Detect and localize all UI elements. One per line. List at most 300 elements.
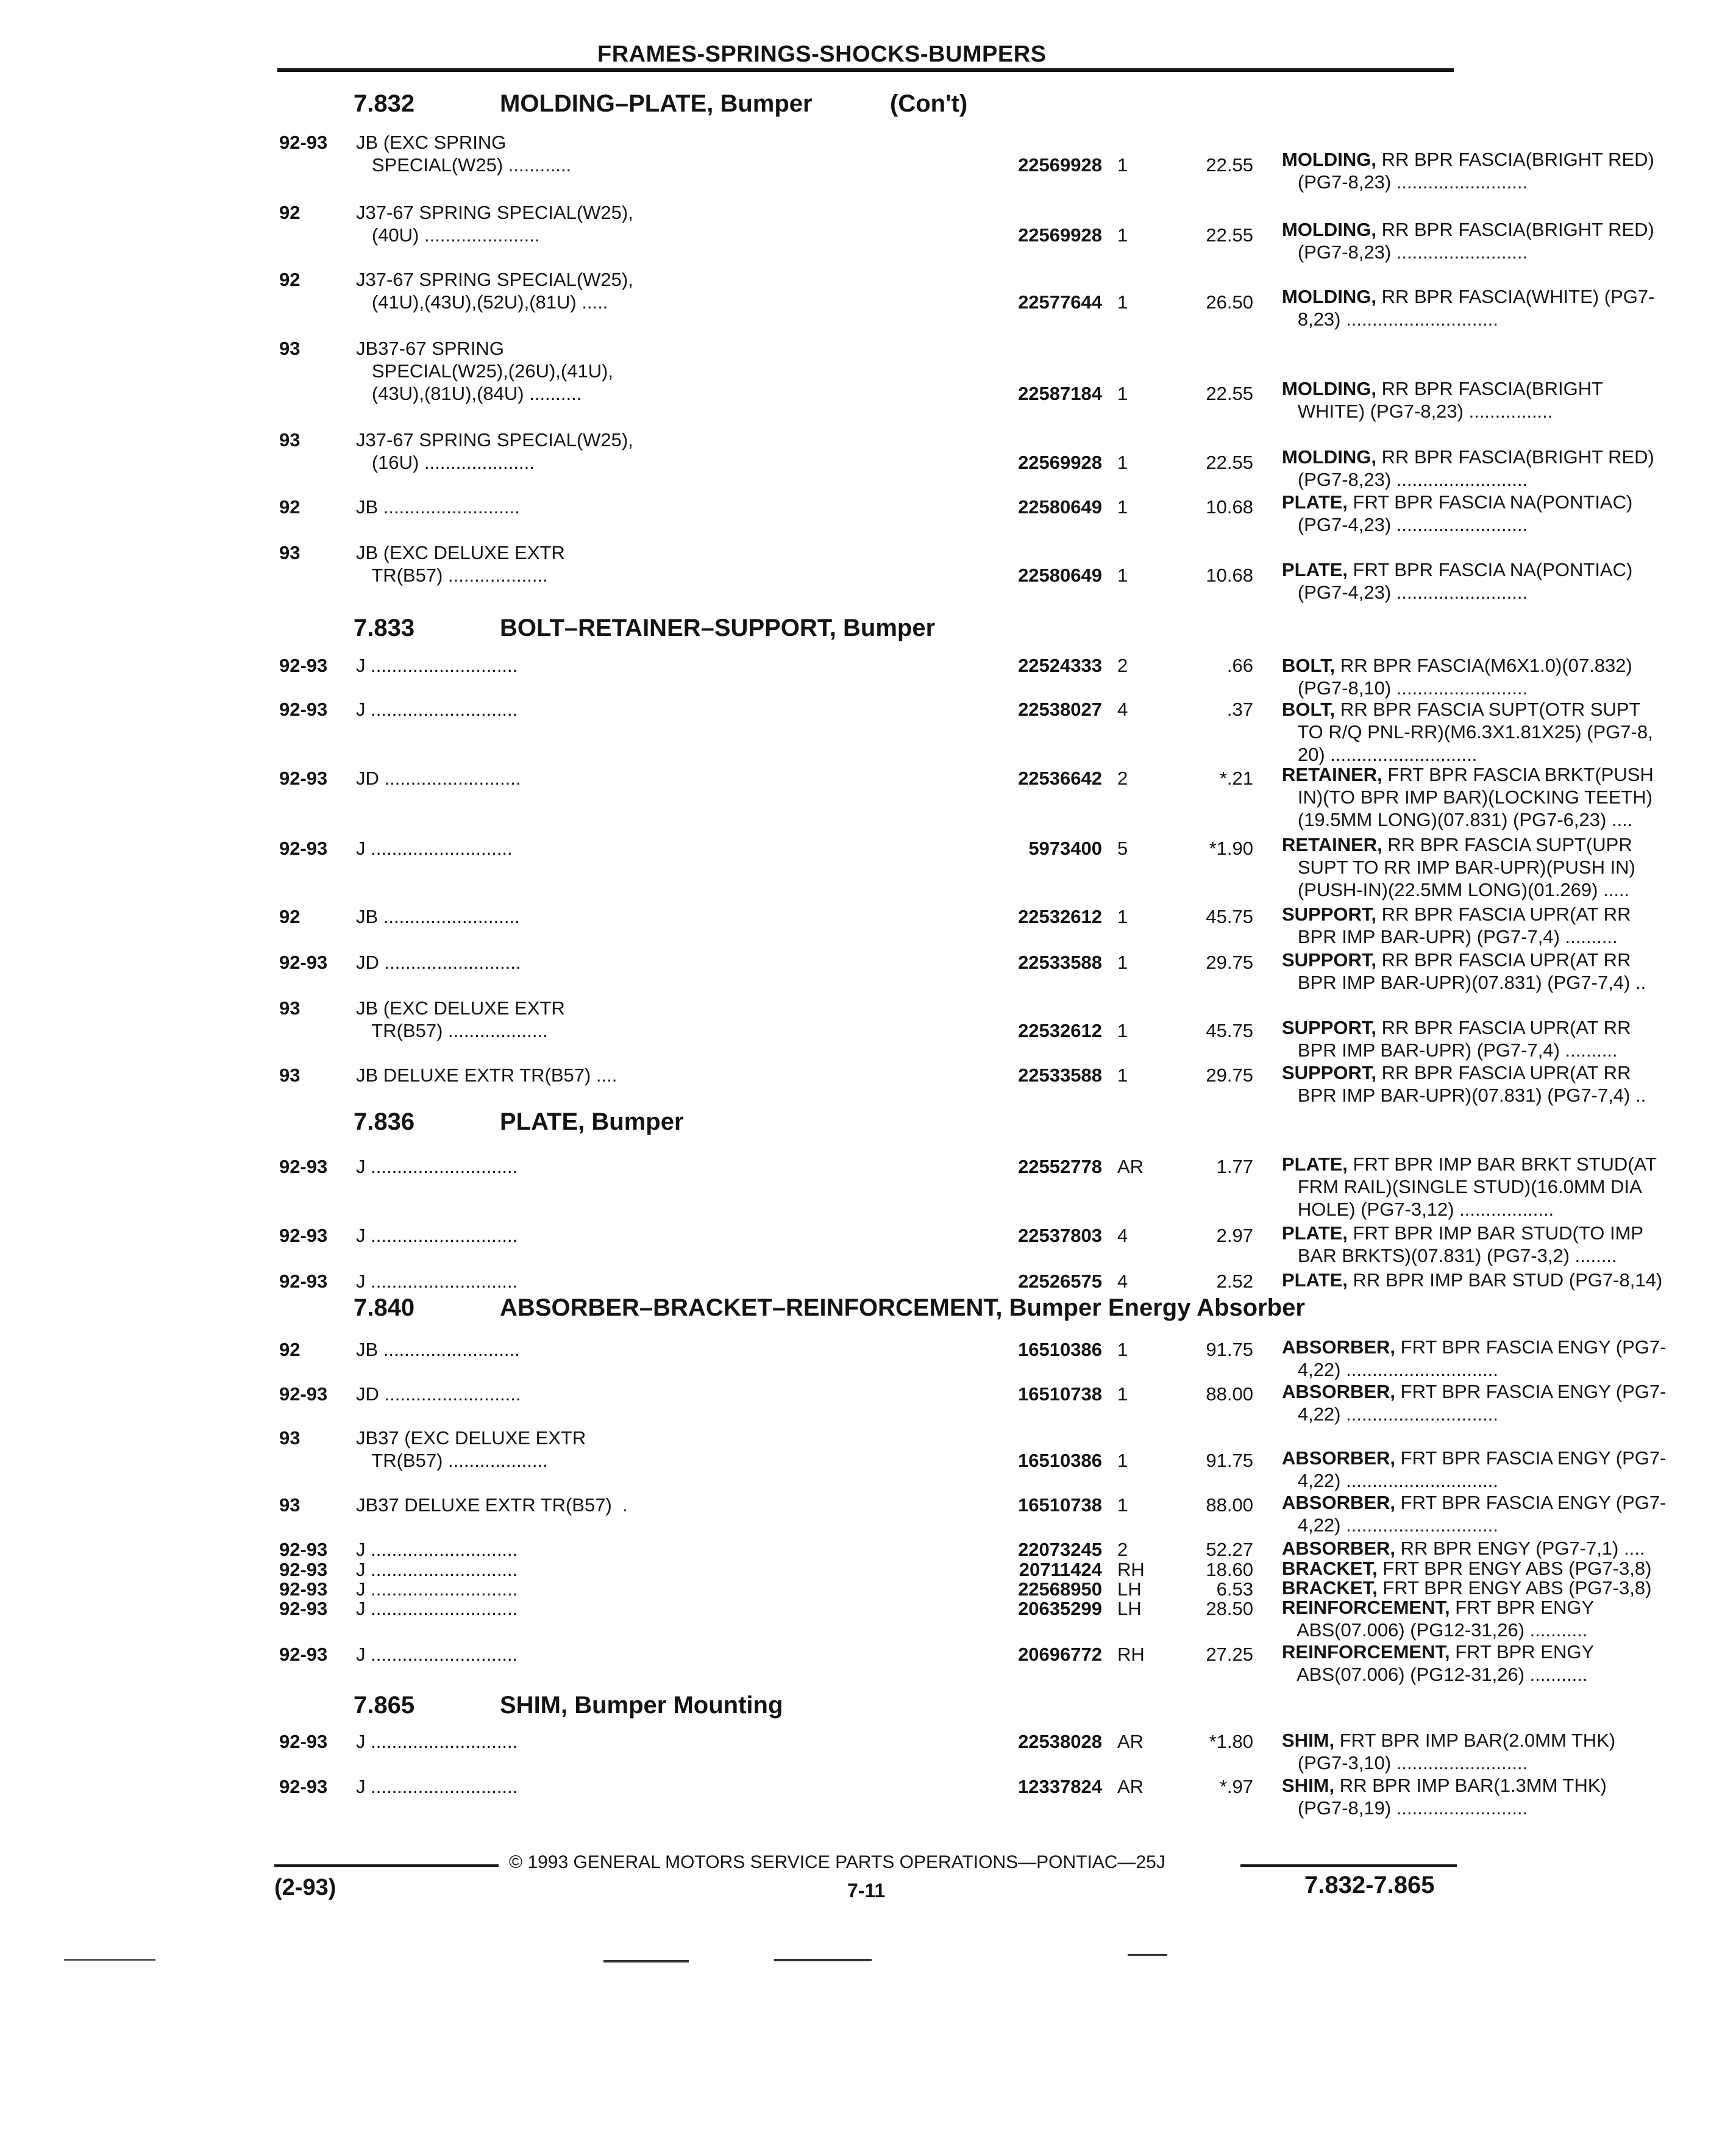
part-number: 22538027 xyxy=(1018,699,1102,720)
description-line: BPR IMP BAR-UPR) (PG7-7,4) .......... xyxy=(1282,1039,1618,1061)
quantity: 1 xyxy=(1117,1339,1128,1360)
part-number: 16510386 xyxy=(1018,1339,1102,1360)
description-line: BPR IMP BAR-UPR)(07.831) (PG7-7,4) .. xyxy=(1282,972,1646,993)
price: 22.55 xyxy=(1206,224,1253,246)
model-year: 93 xyxy=(279,997,301,1019)
section-number: 7.865 xyxy=(354,1692,415,1719)
part-description xyxy=(1282,446,1736,491)
description-line: BPR IMP BAR-UPR) (PG7-7,4) .......... xyxy=(1282,926,1618,947)
part-description xyxy=(1282,1061,1736,1107)
price: 2.97 xyxy=(1216,1225,1253,1246)
quantity: 5 xyxy=(1117,838,1128,859)
part-name: SHIM, xyxy=(1282,1775,1335,1796)
description-line: RR BPR FASCIA UPR(AT RR xyxy=(1376,949,1631,971)
price: *1.80 xyxy=(1209,1731,1253,1752)
model-year: 93 xyxy=(279,1064,301,1086)
part-description xyxy=(1282,949,1736,994)
copyright-notice: © 1993 GENERAL MOTORS SERVICE PARTS OPERATIONS—PONTIAC—25J xyxy=(509,1852,1165,1872)
description-line: (PUSH-IN)(22.5MM LONG)(01.269) ..... xyxy=(1282,879,1630,900)
model-applicability xyxy=(356,1597,966,1620)
description-line: 4,22) ............................. xyxy=(1282,1403,1498,1425)
description-line: (PG7-8,23) ......................... xyxy=(1282,171,1528,193)
description-line: WHITE) (PG7-8,23) ................ xyxy=(1282,401,1553,422)
section-heading-7-865 xyxy=(354,1692,783,1719)
model-line: JB .......................... xyxy=(356,906,520,927)
model-line: J ............................ xyxy=(356,1644,518,1665)
section-title: BOLT–RETAINER–SUPPORT, Bumper xyxy=(500,615,936,641)
part-name: BRACKET, xyxy=(1282,1577,1378,1599)
quantity: 1 xyxy=(1117,1020,1128,1041)
quantity: 1 xyxy=(1117,1494,1128,1516)
part-name: SUPPORT, xyxy=(1282,904,1377,925)
price: .66 xyxy=(1226,655,1253,676)
model-line: J ............................ xyxy=(356,1598,518,1619)
part-number: 22587184 xyxy=(1018,383,1102,404)
section-heading-7-833 xyxy=(354,615,935,642)
part-name: ABSORBER, xyxy=(1282,1447,1396,1469)
model-year: 92-93 xyxy=(279,838,328,859)
description-line: (PG7-8,10) ......................... xyxy=(1282,677,1528,699)
quantity: 1 xyxy=(1117,565,1128,586)
price: 45.75 xyxy=(1206,906,1253,927)
price: 27.25 xyxy=(1206,1644,1253,1665)
part-number: 16510738 xyxy=(1018,1494,1102,1516)
part-name: PLATE, xyxy=(1282,1269,1348,1291)
part-number: 22577644 xyxy=(1018,291,1102,313)
description-line: 20) ............................ xyxy=(1282,744,1478,765)
model-applicability xyxy=(356,1383,966,1405)
quantity: 4 xyxy=(1117,1271,1128,1292)
part-number: 20711424 xyxy=(1019,1559,1102,1580)
section-title: MOLDING–PLATE, Bumper xyxy=(500,90,813,117)
part-number: 22537803 xyxy=(1018,1225,1102,1246)
part-number: 22569928 xyxy=(1018,154,1102,176)
part-name: ABSORBER, xyxy=(1282,1336,1396,1358)
section-number: 7.840 xyxy=(354,1294,415,1321)
part-description xyxy=(1282,1447,1736,1492)
section-number: 7.836 xyxy=(354,1108,415,1135)
description-line: ABS(07.006) (PG12-31,26) ........... xyxy=(1282,1619,1588,1641)
model-applicability xyxy=(356,951,966,974)
model-year: 93 xyxy=(279,429,301,451)
model-applicability xyxy=(356,1064,966,1086)
description-line: FRT BPR ENGY ABS (PG7-3,8) xyxy=(1377,1577,1652,1599)
price: 88.00 xyxy=(1206,1383,1253,1405)
model-year: 92-93 xyxy=(279,1731,328,1752)
description-line: RR BPR FASCIA(M6X1.0)(07.832) xyxy=(1335,655,1632,676)
model-year: 92 xyxy=(279,1339,301,1360)
description-line: FRT BPR FASCIA ENGY (PG7- xyxy=(1395,1336,1667,1358)
description-line: RR BPR FASCIA UPR(AT RR xyxy=(1376,1062,1631,1083)
description-line: RR BPR FASCIA(BRIGHT RED) xyxy=(1376,219,1654,240)
model-line: JD .......................... xyxy=(356,952,521,973)
part-description xyxy=(1282,558,1736,604)
part-number: 12337824 xyxy=(1018,1776,1102,1797)
model-applicability xyxy=(356,1775,966,1798)
model-year: 93 xyxy=(279,542,301,563)
model-line: JD .......................... xyxy=(356,768,521,789)
part-number: 22569928 xyxy=(1018,452,1102,473)
quantity: 1 xyxy=(1117,224,1128,246)
model-year: 92-93 xyxy=(279,1225,328,1246)
part-description xyxy=(1282,1153,1736,1221)
model-applicability xyxy=(356,496,966,518)
part-number: 22073245 xyxy=(1018,1539,1102,1560)
description-line: RR BPR FASCIA(BRIGHT RED) xyxy=(1376,446,1654,468)
description-line: FRT BPR FASCIA ENGY (PG7- xyxy=(1395,1492,1667,1513)
part-name: RETAINER, xyxy=(1282,764,1382,785)
part-number: 20635299 xyxy=(1018,1598,1102,1619)
quantity: LH xyxy=(1117,1598,1142,1619)
part-description xyxy=(1282,1641,1736,1686)
model-line: (41U),(43U),(52U),(81U) ..... xyxy=(356,291,608,313)
price: 18.60 xyxy=(1206,1559,1253,1580)
model-year: 92-93 xyxy=(279,1776,328,1797)
part-name: REINFORCEMENT, xyxy=(1282,1641,1450,1663)
part-number: 22526575 xyxy=(1018,1271,1102,1292)
model-line: (16U) ..................... xyxy=(356,452,535,473)
model-applicability xyxy=(356,767,966,790)
model-applicability xyxy=(356,1730,966,1753)
description-line: IN)(TO BPR IMP BAR)(LOCKING TEETH) xyxy=(1282,786,1653,808)
section-title: ABSORBER–BRACKET–REINFORCEMENT, Bumper Energy Absorber xyxy=(500,1294,1305,1321)
model-applicability xyxy=(356,837,966,860)
model-line: J37-67 SPRING SPECIAL(W25), xyxy=(356,429,633,451)
model-applicability xyxy=(356,201,966,246)
price: 26.50 xyxy=(1206,291,1253,313)
model-applicability xyxy=(356,1338,966,1361)
price: 52.27 xyxy=(1206,1539,1253,1560)
model-applicability xyxy=(356,1427,966,1472)
part-description xyxy=(1282,1222,1736,1267)
part-name: SUPPORT, xyxy=(1282,949,1377,971)
part-number: 22532612 xyxy=(1018,906,1102,927)
description-line: 8,23) ............................. xyxy=(1282,308,1498,330)
quantity: AR xyxy=(1117,1156,1144,1177)
quantity: 2 xyxy=(1117,768,1128,789)
model-line: J ............................ xyxy=(356,1539,518,1560)
model-line: TR(B57) ................... xyxy=(356,1450,548,1471)
quantity: AR xyxy=(1117,1776,1144,1797)
model-applicability xyxy=(356,905,966,928)
footer-rule-right xyxy=(1240,1864,1457,1867)
price: *.21 xyxy=(1219,768,1253,789)
price: 22.55 xyxy=(1206,154,1253,176)
model-line: J ............................ xyxy=(356,1156,518,1177)
section-range: 7.832-7.865 xyxy=(1304,1872,1435,1898)
part-description xyxy=(1282,1774,1736,1819)
quantity: 1 xyxy=(1117,906,1128,927)
part-name: MOLDING, xyxy=(1282,149,1376,170)
part-name: ABSORBER, xyxy=(1282,1538,1396,1559)
part-number: 22569928 xyxy=(1018,224,1102,246)
model-line: SPECIAL(W25) ............ xyxy=(356,154,572,176)
part-name: SHIM, xyxy=(1282,1730,1335,1751)
part-description xyxy=(1282,148,1736,193)
section-heading-7-840 xyxy=(354,1294,1305,1322)
part-description xyxy=(1282,1269,1736,1291)
part-description xyxy=(1282,1491,1736,1536)
quantity: 1 xyxy=(1117,154,1128,176)
price: 45.75 xyxy=(1206,1020,1253,1041)
model-applicability xyxy=(356,541,966,586)
model-year: 92-93 xyxy=(279,132,328,153)
section-number: 7.833 xyxy=(354,615,415,641)
price: *.97 xyxy=(1219,1776,1253,1797)
description-line: (PG7-8,23) ......................... xyxy=(1282,241,1528,263)
model-line: J ............................ xyxy=(356,699,518,720)
model-line: SPECIAL(W25),(26U),(41U), xyxy=(356,360,614,382)
part-number: 16510738 xyxy=(1018,1383,1102,1405)
description-line: RR BPR IMP BAR(1.3MM THK) xyxy=(1334,1775,1607,1796)
page-header-title: FRAMES-SPRINGS-SHOCKS-BUMPERS xyxy=(597,41,1047,67)
model-year: 92 xyxy=(279,496,301,518)
description-line: (PG7-3,10) ......................... xyxy=(1282,1752,1528,1773)
description-line: (PG7-8,19) ......................... xyxy=(1282,1797,1528,1819)
price: *1.90 xyxy=(1209,838,1253,859)
part-number: 22533588 xyxy=(1018,1064,1102,1086)
model-applicability xyxy=(356,1538,966,1561)
model-year: 92-93 xyxy=(279,952,328,973)
quantity: 4 xyxy=(1117,1225,1128,1246)
part-number: 5973400 xyxy=(1028,838,1102,859)
page-number: 7-11 xyxy=(847,1880,886,1902)
model-line: J ............................ xyxy=(356,655,518,676)
model-year: 92-93 xyxy=(279,1598,328,1619)
description-line: (19.5MM LONG)(07.831) (PG7-6,23) .... xyxy=(1282,809,1633,830)
description-line: HOLE) (PG7-3,12) .................. xyxy=(1282,1199,1554,1220)
part-name: BOLT, xyxy=(1282,655,1336,676)
model-year: 93 xyxy=(279,338,301,359)
section-title: SHIM, Bumper Mounting xyxy=(500,1692,783,1719)
quantity: 1 xyxy=(1117,1064,1128,1086)
model-line: JB DELUXE EXTR TR(B57) .... xyxy=(356,1064,617,1086)
price: 10.68 xyxy=(1206,565,1253,586)
part-name: SUPPORT, xyxy=(1282,1017,1377,1038)
quantity: 4 xyxy=(1117,699,1128,720)
part-number: 22552778 xyxy=(1018,1156,1102,1177)
model-line: TR(B57) ................... xyxy=(356,565,548,586)
part-description xyxy=(1282,1729,1736,1774)
scan-smudge xyxy=(1128,1954,1167,1956)
section-continued: (Con't) xyxy=(890,90,968,117)
quantity: 1 xyxy=(1117,1383,1128,1405)
model-line: JB37 (EXC DELUXE EXTR xyxy=(356,1427,586,1449)
model-year: 92-93 xyxy=(279,699,328,720)
price: 2.52 xyxy=(1216,1271,1253,1292)
footer-rule-left xyxy=(274,1864,499,1867)
quantity: 1 xyxy=(1117,452,1128,473)
model-line: J ............................ xyxy=(356,1578,518,1600)
part-name: MOLDING, xyxy=(1282,219,1376,240)
quantity: 1 xyxy=(1117,291,1128,313)
price: 29.75 xyxy=(1206,1064,1253,1086)
part-name: ABSORBER, xyxy=(1282,1381,1396,1402)
description-line: BPR IMP BAR-UPR)(07.831) (PG7-7,4) .. xyxy=(1282,1085,1646,1106)
description-line: 4,22) ............................. xyxy=(1282,1470,1498,1491)
model-line: J37-67 SPRING SPECIAL(W25), xyxy=(356,202,633,223)
part-number: 22532612 xyxy=(1018,1020,1102,1041)
model-year: 93 xyxy=(279,1427,301,1449)
description-line: (PG7-4,23) ......................... xyxy=(1282,514,1528,535)
model-line: JD .......................... xyxy=(356,1383,521,1405)
description-line: FRT BPR FASCIA BRKT(PUSH xyxy=(1382,764,1654,785)
section-heading-7-836 xyxy=(354,1108,684,1136)
description-line: 4,22) ............................. xyxy=(1282,1359,1498,1380)
description-line: ABS(07.006) (PG12-31,26) ........... xyxy=(1282,1664,1588,1685)
description-line: FRT BPR IMP BAR(2.0MM THK) xyxy=(1334,1730,1616,1751)
model-line: J ............................ xyxy=(356,1776,518,1797)
price: 1.77 xyxy=(1216,1156,1253,1177)
part-number: 16510386 xyxy=(1018,1450,1102,1471)
part-name: PLATE, xyxy=(1282,491,1348,513)
part-number: 22580649 xyxy=(1018,496,1102,518)
description-line: FRT BPR ENGY xyxy=(1450,1641,1595,1663)
model-year: 92 xyxy=(279,202,301,223)
model-line: JB (EXC DELUXE EXTR xyxy=(356,542,565,563)
section-number: 7.832 xyxy=(354,90,415,117)
model-line: J37-67 SPRING SPECIAL(W25), xyxy=(356,269,633,290)
model-year: 92-93 xyxy=(279,1156,328,1177)
section-title: PLATE, Bumper xyxy=(500,1108,684,1135)
part-number: 20696772 xyxy=(1018,1644,1102,1665)
description-line: RR BPR FASCIA SUPT(OTR SUPT xyxy=(1335,699,1641,720)
description-line: RR BPR ENGY (PG7-7,1) .... xyxy=(1395,1538,1645,1559)
model-applicability xyxy=(356,429,966,474)
description-line: RR BPR FASCIA UPR(AT RR xyxy=(1376,904,1631,925)
description-line: RR BPR FASCIA(WHITE) (PG7- xyxy=(1376,286,1655,307)
part-description xyxy=(1282,1016,1736,1061)
model-line: JB37-67 SPRING xyxy=(356,338,504,359)
description-line: RR BPR FASCIA(BRIGHT xyxy=(1376,378,1604,399)
description-line: (PG7-8,23) ......................... xyxy=(1282,469,1528,490)
description-line: SUPT TO RR IMP BAR-UPR)(PUSH IN) xyxy=(1282,857,1635,878)
description-line: RR BPR FASCIA UPR(AT RR xyxy=(1376,1017,1631,1038)
model-line: JB .......................... xyxy=(356,496,520,518)
model-line: JB37 DELUXE EXTR TR(B57) . xyxy=(356,1494,628,1516)
part-description xyxy=(1282,218,1736,263)
quantity: 2 xyxy=(1117,1539,1128,1560)
description-line: TO R/Q PNL-RR)(M6.3X1.81X25) (PG7-8, xyxy=(1282,721,1653,743)
part-name: BOLT, xyxy=(1282,699,1336,720)
description-line: FRT BPR ENGY ABS (PG7-3,8) xyxy=(1377,1558,1652,1579)
quantity: RH xyxy=(1117,1559,1145,1580)
model-year: 93 xyxy=(279,1494,301,1516)
quantity: AR xyxy=(1117,1731,1144,1752)
quantity: 1 xyxy=(1117,383,1128,404)
part-description xyxy=(1282,903,1736,948)
part-name: MOLDING, xyxy=(1282,446,1376,468)
part-name: MOLDING, xyxy=(1282,378,1376,399)
part-number: 22524333 xyxy=(1018,655,1102,676)
description-line: 4,22) ............................. xyxy=(1282,1514,1498,1536)
model-year: 92-93 xyxy=(279,1559,328,1580)
quantity: 1 xyxy=(1117,496,1128,518)
price: .37 xyxy=(1226,699,1253,720)
part-name: PLATE, xyxy=(1282,1222,1348,1244)
description-line: FRT BPR FASCIA NA(PONTIAC) xyxy=(1347,559,1633,580)
model-line: JB (EXC DELUXE EXTR xyxy=(356,997,565,1019)
part-name: BRACKET, xyxy=(1282,1558,1378,1579)
part-number: 22568950 xyxy=(1018,1578,1102,1600)
model-year: 92-93 xyxy=(279,1644,328,1665)
model-line: (43U),(81U),(84U) .......... xyxy=(356,383,582,404)
model-line: J ........................... xyxy=(356,838,513,859)
model-applicability xyxy=(356,698,966,721)
quantity: RH xyxy=(1117,1644,1145,1665)
part-number: 22580649 xyxy=(1018,565,1102,586)
header-rule xyxy=(277,68,1454,72)
description-line: FRT BPR FASCIA NA(PONTIAC) xyxy=(1347,491,1633,513)
model-line: J ............................ xyxy=(356,1559,518,1580)
part-description xyxy=(1282,491,1736,536)
price: 6.53 xyxy=(1216,1578,1253,1600)
model-line: JB .......................... xyxy=(356,1339,520,1360)
description-line: FRT BPR ENGY xyxy=(1450,1597,1595,1618)
description-line: FRT BPR FASCIA ENGY (PG7- xyxy=(1395,1447,1667,1469)
part-description xyxy=(1282,1537,1736,1560)
part-description xyxy=(1282,1336,1736,1381)
model-year: 92-93 xyxy=(279,1271,328,1292)
section-heading-7-832 xyxy=(354,90,968,118)
model-line: J ............................ xyxy=(356,1271,518,1292)
model-year: 92-93 xyxy=(279,1539,328,1560)
model-applicability xyxy=(356,1643,966,1666)
model-line: TR(B57) ................... xyxy=(356,1020,548,1041)
part-name: RETAINER, xyxy=(1282,834,1382,855)
quantity: 1 xyxy=(1117,1450,1128,1471)
price: 22.55 xyxy=(1206,383,1253,404)
part-description xyxy=(1282,285,1736,330)
description-line: FRT BPR IMP BAR BRKT STUD(AT xyxy=(1347,1153,1657,1175)
model-line: (40U) ...................... xyxy=(356,224,540,246)
part-description xyxy=(1282,1596,1736,1641)
price: 29.75 xyxy=(1206,952,1253,973)
quantity: 2 xyxy=(1117,655,1128,676)
revision-date: (2-93) xyxy=(274,1875,336,1900)
model-line: JB (EXC SPRING xyxy=(356,132,507,153)
part-description xyxy=(1282,698,1736,766)
part-description xyxy=(1282,833,1736,901)
part-number: 22533588 xyxy=(1018,952,1102,973)
model-year: 92-93 xyxy=(279,1383,328,1405)
part-name: PLATE, xyxy=(1282,1153,1348,1175)
model-year: 92 xyxy=(279,906,301,927)
model-year: 92-93 xyxy=(279,655,328,676)
description-line: RR BPR FASCIA SUPT(UPR xyxy=(1382,834,1632,855)
part-name: MOLDING, xyxy=(1282,286,1376,307)
description-line: RR BPR FASCIA(BRIGHT RED) xyxy=(1376,149,1654,170)
description-line: (PG7-4,23) ......................... xyxy=(1282,582,1528,603)
price: 91.75 xyxy=(1206,1339,1253,1360)
part-number: 22536642 xyxy=(1018,768,1102,789)
model-applicability xyxy=(356,1270,966,1292)
price: 10.68 xyxy=(1206,496,1253,518)
model-year: 92-93 xyxy=(279,1578,328,1600)
scan-smudge xyxy=(64,1959,155,1961)
description-line: RR BPR IMP BAR STUD (PG7-8,14) xyxy=(1347,1269,1663,1291)
model-applicability xyxy=(356,1224,966,1247)
part-description xyxy=(1282,654,1736,699)
scan-smudge xyxy=(774,1959,872,1961)
model-applicability xyxy=(356,1494,966,1516)
price: 22.55 xyxy=(1206,452,1253,473)
price: 91.75 xyxy=(1206,1450,1253,1471)
model-line: J ............................ xyxy=(356,1731,518,1752)
model-applicability xyxy=(356,268,966,313)
quantity: LH xyxy=(1117,1578,1142,1600)
part-name: REINFORCEMENT, xyxy=(1282,1597,1450,1618)
